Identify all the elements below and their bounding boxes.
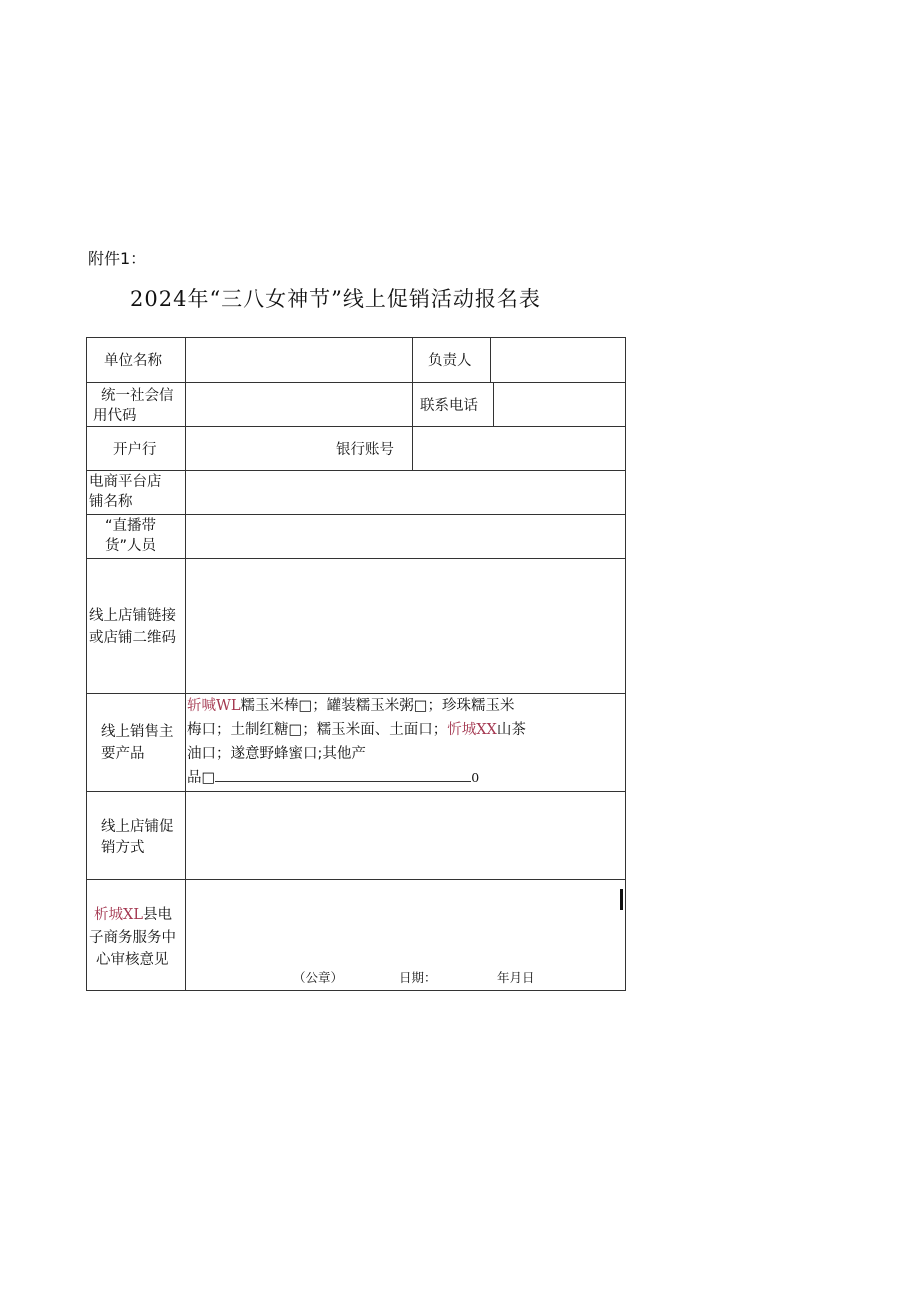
other-products-blank[interactable]	[215, 767, 471, 782]
date-label: 日期：	[399, 970, 437, 985]
store-name-label-line1: 电商平台店	[89, 474, 162, 490]
review-county-name: 析城XL	[94, 907, 143, 923]
other-products-suffix: 0	[471, 770, 480, 785]
review-label-line3: 心审核意见	[96, 952, 169, 968]
live-streamer-label-line1: “直播带	[105, 518, 157, 534]
bank-label: 开户行	[113, 442, 157, 458]
promo-method-label-line2: 销方式	[101, 840, 145, 856]
review-label-line1	[94, 905, 172, 925]
store-link-label-line2: 或店铺二维码	[89, 630, 176, 646]
other-products-prefix: 品□	[187, 770, 216, 786]
store-name-label-line2: 铺名称	[89, 494, 133, 510]
person-in-charge-label: 负责人	[428, 353, 472, 369]
unit-name-label: 单位名称	[104, 353, 162, 369]
products-label-line2: 要产品	[101, 746, 145, 762]
date-ymd-label: 年月日	[497, 970, 535, 985]
registration-form-table	[86, 337, 626, 991]
products-list-part2: 山茶油口；遂意野蜂蜜口;其他产	[187, 722, 526, 762]
official-seal-label: （公章）	[293, 970, 344, 985]
products-county-name-1: 斩喊WL	[187, 698, 241, 714]
credit-code-label-line2: 用代码	[93, 408, 137, 424]
attachment-label: 附件1：	[88, 249, 147, 268]
products-options	[187, 694, 527, 790]
products-list-part1: 糯玉米棒□；罐装糯玉米粥□；珍珠糯玉米梅口；土制红糖□；糯玉米面、土面口；	[187, 698, 515, 738]
live-streamer-label-line2: 货”人员	[105, 538, 157, 554]
review-label-line1-rest: 县电	[142, 907, 172, 923]
vertical-mark	[620, 889, 623, 910]
credit-code-label-line1: 统一社会信	[101, 388, 174, 404]
store-link-label-line1: 线上店铺链接	[89, 608, 176, 624]
products-county-name-2: 忻城XX	[447, 722, 497, 738]
bank-account-label: 银行账号	[336, 442, 394, 458]
products-label-line1: 线上销售主	[101, 724, 174, 740]
review-label-line2: 子商务服务中	[89, 930, 176, 946]
contact-phone-label: 联系电话	[420, 398, 478, 414]
promo-method-label-line1: 线上店铺促	[101, 819, 174, 835]
document-title: 2024年“三八女神节”线上促销活动报名表	[130, 287, 541, 311]
